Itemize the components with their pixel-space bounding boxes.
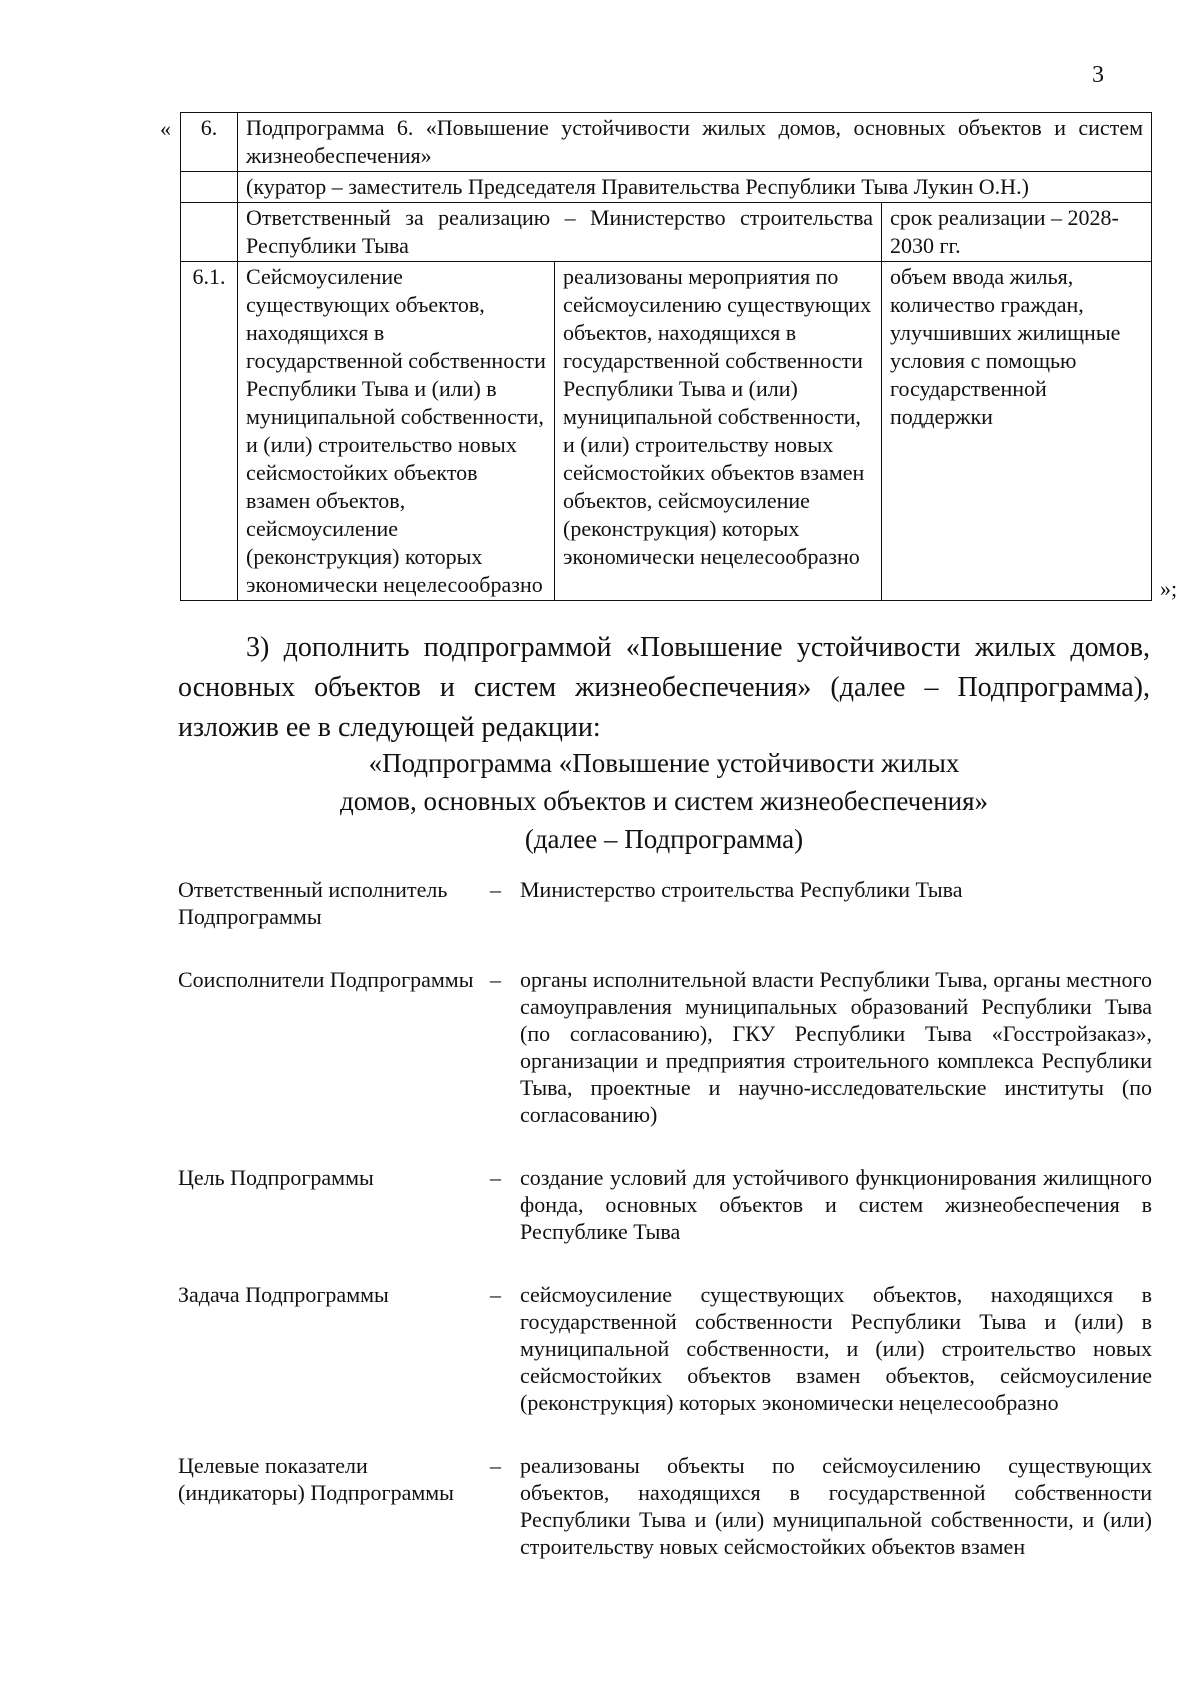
passport-value: органы исполнительной власти Республики Тыва, органы местного самоуправления муниципальных образований Республики Тыва (по согласованию), ГКУ Республики Тыва «Госстройзаказ», организации и предприятия строительного комплекса Республики Тыва, проектные и научно-исследовательские институты (по согласованию) (520, 967, 1152, 1127)
passport-row (178, 1164, 1152, 1245)
subprogram-title-line2: домов, основных объектов и систем жизнеобеспечения» (339, 786, 989, 816)
passport-label: Цель Подпрограммы (178, 1165, 374, 1190)
row-responsible-text: Ответственный за реализацию – Министерство строительства Республики Тыва (238, 203, 882, 262)
intro-paragraph (178, 628, 1150, 748)
passport-value: сейсмоусиление существующих объектов, находящихся в государственной собственности Республики Тыва и (или) в муниципальной собственности, и (или) строительство новых сейсмостойких объектов взамен объектов, сейсмоусиление (реконструкция) которых экономически нецелесообразно (520, 1282, 1152, 1415)
row-item-number: 6.1. (181, 262, 238, 601)
row-item-indicators: объем ввода жилья, количество граждан, улучшивших жилищные условия с помощью государственной поддержки (882, 262, 1152, 601)
table-row-title (181, 113, 1152, 172)
passport-row (178, 1452, 1152, 1560)
passport-dash: – (490, 1282, 501, 1307)
passport-dash: – (490, 877, 501, 902)
subprogram-title-line1: «Подпрограмма «Повышение устойчивости жилых (368, 748, 960, 778)
passport-row (178, 966, 1152, 1128)
subprogram-passport (178, 876, 1152, 1596)
passport-value: реализованы объекты по сейсмоусилению существующих объектов, находящихся в государственной собственности Республики Тыва и (или) муниципальной собственности, и (или) строительству новых сейсмостойких объектов взамен (520, 1453, 1152, 1559)
subprogram-title (178, 744, 1150, 858)
row-title-number: 6. (181, 113, 238, 172)
page-number: 3 (1092, 62, 1104, 88)
passport-dash: – (490, 1453, 501, 1478)
row-title-text: Подпрограмма 6. «Повышение устойчивости жилых домов, основных объектов и систем жизнеобеспечения» (238, 113, 1152, 172)
passport-row (178, 876, 1152, 930)
passport-row (178, 1281, 1152, 1416)
table-row-item (181, 262, 1152, 601)
passport-label: Соисполнители Подпрограммы (178, 967, 474, 992)
subprogram-table (180, 112, 1152, 601)
row-item-activity: Сейсмоусиление существующих объектов, находящихся в государственной собственности Республики Тыва и (или) в муниципальной собственности, и (или) строительство новых сейсмостойких объектов взамен объектов, сейсмоусиление (реконструкция) которых экономически нецелесообразно (238, 262, 555, 601)
subprogram-title-line3: (далее – Подпрограмма) (524, 824, 804, 854)
row-responsible-term: срок реализации – 2028-2030 гг. (882, 203, 1152, 262)
row-curator-number (181, 172, 238, 203)
passport-dash: – (490, 1165, 501, 1190)
passport-label: Ответственный исполнитель Подпрограммы (178, 877, 448, 929)
intro-text: 3) дополнить подпрограммой «Повышение устойчивости жилых домов, основных объектов и систем жизнеобеспечения» (далее – Подпрограмма), изложив ее в следующей редакции: (178, 632, 1150, 743)
table-open-quote: « (160, 116, 171, 141)
passport-label: Задача Подпрограммы (178, 1282, 389, 1307)
row-responsible-number (181, 203, 238, 262)
table-row-responsible (181, 203, 1152, 262)
table-close-quote: »; (1160, 576, 1178, 601)
row-item-result: реализованы мероприятия по сейсмоусилению существующих объектов, находящихся в государственной собственности Республики Тыва и (или) муниципальной собственности, и (или) строительству новых сейсмостойких объектов взамен объектов, сейсмоусиление (реконструкция) которых экономически нецелесообразно (555, 262, 882, 601)
table-row-curator (181, 172, 1152, 203)
passport-label: Целевые показатели (индикаторы) Подпрограммы (178, 1453, 454, 1505)
passport-value: создание условий для устойчивого функционирования жилищного фонда, основных объектов и систем жизнеобеспечения в Республике Тыва (520, 1165, 1152, 1244)
passport-value: Министерство строительства Республики Тыва (520, 877, 963, 902)
passport-dash: – (490, 967, 501, 992)
row-curator-text: (куратор – заместитель Председателя Правительства Республики Тыва Лукин О.Н.) (238, 172, 1152, 203)
